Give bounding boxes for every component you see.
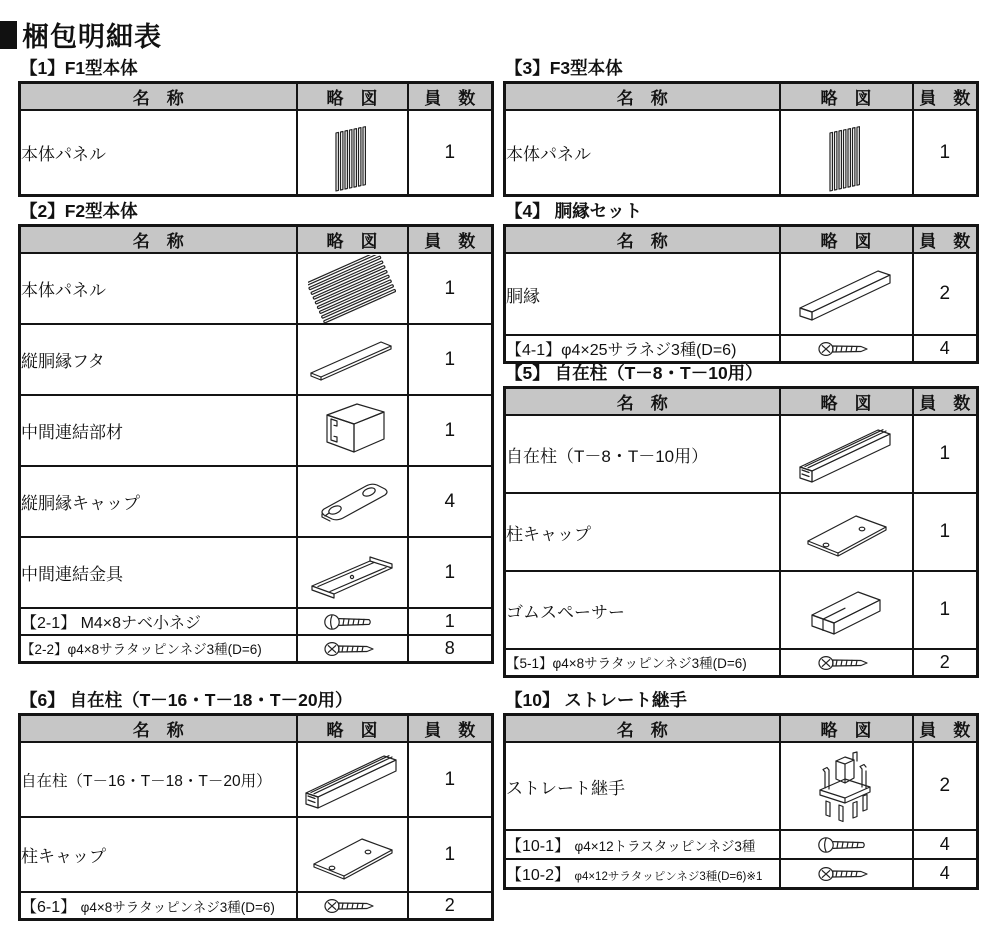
section-label: 【6】 自在柱（T－16・T－18・T－20用） [20, 690, 353, 710]
col-header-name: 名 称 [505, 715, 780, 743]
table-row [20, 110, 493, 196]
sketch-cell [297, 324, 408, 395]
section-label: 【4】 胴縁セット [505, 201, 643, 221]
header-row [20, 715, 493, 743]
col-header-sketch: 略 図 [297, 83, 408, 111]
table-row [505, 415, 978, 493]
page-title [0, 15, 162, 54]
sketch-cell [297, 253, 408, 324]
item-name-text: φ4×12サラタッピンネジ3種(D=6)※1 [574, 871, 763, 883]
item-name-cell [505, 335, 780, 363]
col-header-qty: 員 数 [913, 388, 978, 416]
table-row [505, 253, 978, 335]
sketch-cell [297, 608, 408, 635]
item-name-cell [505, 415, 780, 493]
table-row [20, 466, 493, 537]
post-bar-icon [298, 747, 406, 813]
rubber-block-icon [800, 582, 892, 638]
qty-cell: 2 [913, 742, 978, 830]
table-row [505, 493, 978, 571]
sketch-cell [780, 335, 913, 363]
header-row [505, 83, 978, 111]
item-name-text: 縦胴縁キャップ [21, 494, 140, 513]
packing-table-straight-joint [503, 713, 979, 890]
sketch-cell [297, 395, 408, 466]
sketch-cell [780, 649, 913, 677]
qty-cell: 1 [913, 415, 978, 493]
packing-table-f1 [18, 81, 494, 197]
post-bar-icon [792, 421, 900, 487]
qty-cell: 1 [408, 253, 493, 324]
col-header-qty: 員 数 [408, 226, 493, 254]
qty-cell: 1 [408, 110, 493, 196]
col-header-qty: 員 数 [913, 226, 978, 254]
item-name-text: 本体パネル [506, 145, 591, 164]
screw-flat-icon [817, 338, 875, 360]
item-number-prefix: 【10-1】 [506, 838, 575, 855]
col-header-name: 名 称 [505, 388, 780, 416]
fence-panel-icon [825, 113, 867, 193]
qty-cell: 2 [408, 892, 493, 920]
section-label: 【2】F2型本体 [20, 201, 138, 221]
item-name-text: 自在柱（T－16・T－18・T－20用） [21, 772, 272, 790]
table-row [20, 253, 493, 324]
header-row [505, 226, 978, 254]
col-header-sketch: 略 図 [297, 715, 408, 743]
table-row [20, 324, 493, 395]
col-header-name: 名 称 [20, 226, 297, 254]
item-name-text: ゴムスペーサー [506, 602, 625, 622]
item-name-text: 本体パネル [21, 145, 106, 164]
section-dobuchi-set [503, 201, 978, 364]
section-jizaibashira-t16-t20 [18, 690, 493, 921]
qty-cell: 1 [408, 324, 493, 395]
screw-flat-icon [323, 895, 381, 917]
col-header-name: 名 称 [20, 715, 297, 743]
qty-cell: 1 [913, 493, 978, 571]
screw-pan-icon [817, 834, 875, 856]
table-row [505, 335, 978, 363]
section-jizaibashira-t8-t10 [503, 363, 978, 678]
item-name-cell [505, 493, 780, 571]
table-row [20, 608, 493, 635]
flat-bar-icon [307, 333, 397, 387]
item-name-text: 【2-1】 M4×8ナベ小ネジ [21, 615, 202, 632]
col-header-sketch: 略 図 [780, 715, 913, 743]
col-header-sketch: 略 図 [780, 83, 913, 111]
item-name-cell [20, 817, 297, 892]
screw-pan-icon [323, 611, 381, 633]
table-row [505, 649, 978, 677]
item-number-prefix: 【6-1】 [21, 899, 81, 916]
item-number-prefix: 【10-2】 [506, 867, 575, 884]
packing-table-f2 [18, 224, 494, 664]
qty-cell: 1 [408, 537, 493, 608]
packing-table-dobuchi [503, 224, 979, 364]
sketch-cell [780, 253, 913, 335]
header-row [20, 83, 493, 111]
sketch-cell [780, 415, 913, 493]
qty-cell: 1 [913, 571, 978, 649]
section-label: 【10】 ストレート継手 [505, 690, 687, 710]
section-f1-body [18, 58, 493, 197]
item-name-text: 柱キャップ [506, 524, 591, 544]
plate-2holes-icon [302, 826, 402, 884]
sketch-cell [780, 742, 913, 830]
table-row [20, 635, 493, 663]
section-straight-joint [503, 690, 978, 890]
sketch-cell [297, 742, 408, 817]
item-name-text: 【5-1】φ4×8サラタッピンネジ3種(D=6) [506, 656, 747, 671]
item-name-cell [20, 892, 297, 920]
straight-joint-icon [812, 743, 880, 829]
col-header-qty: 員 数 [408, 715, 493, 743]
square-bar-icon [792, 261, 900, 327]
channel-bracket-icon [313, 399, 391, 463]
qty-cell: 2 [913, 253, 978, 335]
col-header-sketch: 略 図 [297, 226, 408, 254]
item-name-cell [20, 537, 297, 608]
item-name-cell [505, 110, 780, 196]
col-header-name: 名 称 [505, 83, 780, 111]
packing-table-f3 [503, 81, 979, 197]
col-header-qty: 員 数 [913, 715, 978, 743]
qty-cell: 1 [408, 817, 493, 892]
packing-table-jizaibashira-large [18, 713, 494, 921]
header-row [505, 715, 978, 743]
col-header-sketch: 略 図 [780, 226, 913, 254]
item-name-text: 自在柱（T－8・T－10用） [506, 446, 709, 466]
qty-cell: 1 [913, 110, 978, 196]
item-name-text: 柱キャップ [21, 847, 106, 866]
item-name-text: 縦胴縁フタ [21, 352, 105, 371]
slat-stack-icon [308, 255, 396, 323]
item-name-text: 本体パネル [21, 281, 106, 300]
screw-flat-icon [817, 652, 875, 674]
plate-2holes-icon [796, 503, 896, 561]
item-name-text: 中間連結部材 [21, 423, 123, 442]
section-f2-body [18, 201, 493, 664]
section-label: 【5】 自在柱（T－8・T－10用） [505, 363, 763, 383]
table-row [20, 817, 493, 892]
item-name-cell [20, 253, 297, 324]
col-header-qty: 員 数 [913, 83, 978, 111]
sketch-cell [297, 110, 408, 196]
fence-panel-icon [331, 113, 373, 193]
section-label: 【3】F3型本体 [505, 58, 623, 78]
table-row [20, 537, 493, 608]
qty-cell: 1 [408, 395, 493, 466]
sketch-cell [780, 859, 913, 889]
item-name-text: 【2-2】φ4×8サラタッピンネジ3種(D=6) [21, 642, 262, 657]
qty-cell: 4 [913, 830, 978, 859]
item-name-text: 【4-1】φ4×25サラネジ3種(D=6) [506, 342, 737, 359]
table-row [505, 571, 978, 649]
col-header-sketch: 略 図 [780, 388, 913, 416]
qty-cell: 4 [913, 859, 978, 889]
title-square-icon [0, 21, 17, 49]
qty-cell: 8 [408, 635, 493, 663]
sketch-cell [780, 110, 913, 196]
sketch-cell [780, 571, 913, 649]
qty-cell: 1 [408, 608, 493, 635]
header-row [20, 226, 493, 254]
item-name-cell [505, 742, 780, 830]
item-name-cell [20, 110, 297, 196]
item-name-cell [505, 649, 780, 677]
packing-table-jizaibashira-small [503, 386, 979, 678]
item-name-text: 中間連結金具 [21, 565, 123, 584]
col-header-qty: 員 数 [408, 83, 493, 111]
item-name-text: φ4×12トラスタッピンネジ3種 [574, 839, 756, 854]
item-name-cell [505, 859, 780, 889]
sketch-cell [780, 830, 913, 859]
table-row [505, 110, 978, 196]
item-name-cell [505, 830, 780, 859]
qty-cell: 2 [913, 649, 978, 677]
table-row [20, 892, 493, 920]
item-name-text: φ4×8サラタッピンネジ3種(D=6) [80, 900, 275, 915]
item-name-cell [20, 466, 297, 537]
cap-plate-icon [308, 473, 396, 531]
table-row [505, 859, 978, 889]
item-name-cell [20, 608, 297, 635]
sketch-cell [297, 892, 408, 920]
item-name-cell [20, 324, 297, 395]
table-row [505, 830, 978, 859]
item-name-cell [20, 742, 297, 817]
item-name-cell [20, 635, 297, 663]
sketch-cell [297, 635, 408, 663]
joint-plate-icon [304, 546, 400, 600]
table-row [20, 395, 493, 466]
section-label: 【1】F1型本体 [20, 58, 138, 78]
item-name-text: ストレート継手 [506, 778, 625, 798]
sketch-cell [297, 537, 408, 608]
sketch-cell [297, 466, 408, 537]
screw-flat-icon [323, 638, 381, 660]
col-header-name: 名 称 [20, 83, 297, 111]
page-title-text: 梱包明細表 [22, 22, 162, 52]
qty-cell: 4 [913, 335, 978, 363]
item-name-cell [505, 571, 780, 649]
section-f3-body [503, 58, 978, 197]
item-name-cell [20, 395, 297, 466]
qty-cell: 1 [408, 742, 493, 817]
header-row [505, 388, 978, 416]
table-row [20, 742, 493, 817]
screw-flat-icon [817, 863, 875, 885]
col-header-name: 名 称 [505, 226, 780, 254]
qty-cell: 4 [408, 466, 493, 537]
item-name-cell [505, 253, 780, 335]
table-row [505, 742, 978, 830]
sketch-cell [297, 817, 408, 892]
item-name-text: 胴縁 [506, 286, 540, 306]
sketch-cell [780, 493, 913, 571]
